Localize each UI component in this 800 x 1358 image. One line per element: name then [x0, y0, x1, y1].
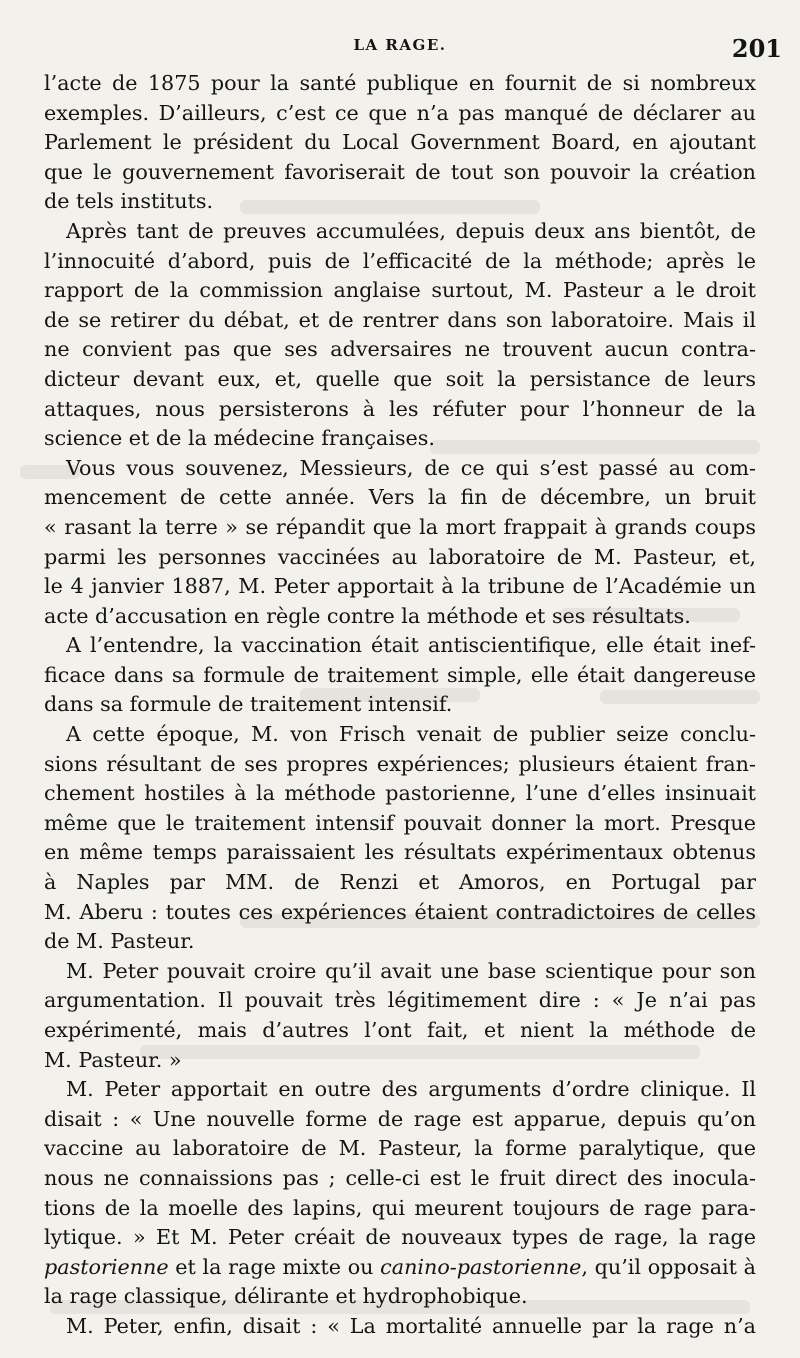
text-line: science et de la médecine françaises.	[44, 426, 435, 451]
text-line: M. Peter, enfin, disait : « La mortalité annuelle par la rage n’a	[66, 1313, 756, 1338]
text-run: , qu’il opposait à	[581, 1254, 756, 1279]
text-line: expérimenté, mais d’autres l’ont fait, et nient la méthode de	[44, 1018, 756, 1042]
body-text	[44, 69, 756, 1342]
text-line: nous ne connaissions pas ; celle-ci est le fruit direct des inocula-	[44, 1165, 756, 1190]
text-line: lytique. » Et M. Peter créait de nouveaux types de rage, la rage	[44, 1225, 756, 1250]
text-line: « rasant la terre » se répandit que la mort frappait à grands coups	[44, 514, 756, 539]
running-title: LA RAGE.	[353, 36, 447, 54]
text-line: M. Aberu : toutes ces expériences étaient contradictoires de celles	[44, 899, 756, 924]
text-line: disait : « Une nouvelle forme de rage est apparue, depuis qu’on	[44, 1106, 756, 1131]
text-line: M. Pasteur. »	[44, 1047, 182, 1072]
running-header	[0, 34, 800, 64]
text-line: même que le traitement intensif pouvait donner la mort. Presque	[44, 810, 756, 835]
text-line: la rage classique, délirante et hydrophobique.	[44, 1284, 528, 1309]
text-line: mencement de cette année. Vers la fin de décembre, un bruit	[44, 485, 756, 510]
text-line: l’acte de 1875 pour la santé publique en fournit de si nombreux	[44, 71, 756, 95]
text-line: parmi les personnes vaccinées au laboratoire de M. Pasteur, et,	[44, 544, 756, 569]
text-line: que le gouvernement favoriserait de tout son pouvoir la création	[44, 159, 756, 184]
text-line: acte d’accusation en règle contre la méthode et ses résultats.	[44, 603, 691, 628]
text-line	[44, 1253, 756, 1283]
text-line: M. Peter pouvait croire qu’il avait une base scientique pour son	[66, 958, 756, 983]
text-line: sions résultant de ses propres expériences; plusieurs étaient fran-	[44, 751, 756, 776]
text-line: l’innocuité d’abord, puis de l’efficacité de la méthode; après le	[44, 248, 756, 273]
text-line: ne convient pas que ses adversaires ne trouvent aucun contra-	[44, 337, 756, 362]
text-run: et la rage mixte ou	[168, 1254, 381, 1279]
text-line: exemples. D’ailleurs, c’est ce que n’a pas manqué de déclarer au	[44, 100, 756, 125]
text-line: de tels instituts.	[44, 189, 214, 214]
text-line: argumentation. Il pouvait très légitimement dire : « Je n’ai pas	[44, 988, 756, 1013]
text-line: attaques, nous persisterons à les réfuter pour l’honneur de la	[44, 396, 756, 421]
text-line: chement hostiles à la méthode pastorienne, l’une d’elles insinuait	[44, 781, 756, 806]
text-line: ficace dans sa formule de traitement simple, elle était dangereuse	[44, 662, 756, 687]
text-line: A l’entendre, la vaccination était antiscientifique, elle était inef-	[66, 633, 756, 658]
text-line: rapport de la commission anglaise surtout, M. Pasteur a le droit	[44, 278, 756, 303]
text-line: dicteur devant eux, et, quelle que soit la persistance de leurs	[44, 366, 756, 391]
page-number: 201	[731, 34, 782, 63]
text-line: à Naples par MM. de Renzi et Amoros, en Portugal par	[44, 870, 756, 895]
text-line: Après tant de preuves accumulées, depuis deux ans bientôt, de	[66, 218, 756, 243]
text-line: A cette époque, M. von Frisch venait de publier seize conclu-	[66, 722, 756, 747]
text-line: de se retirer du débat, et de rentrer dans son laboratoire. Mais il	[44, 307, 756, 332]
text-line: Vous vous souvenez, Messieurs, de ce qui s’est passé au com-	[66, 455, 756, 480]
text-line: dans sa formule de traitement intensif.	[44, 692, 453, 717]
text-line: vaccine au laboratoire de M. Pasteur, la forme paralytique, que	[44, 1136, 756, 1161]
text-line: le 4 janvier 1887, M. Peter apportait à la tribune de l’Académie un	[44, 574, 756, 599]
italic-text: pastorienne	[44, 1254, 169, 1279]
text-line: M. Peter apportait en outre des arguments d’ordre clinique. Il	[66, 1077, 756, 1102]
text-line: Parlement le président du Local Government Board, en ajoutant	[44, 130, 756, 155]
text-line: tions de la moelle des lapins, qui meurent toujours de rage para-	[44, 1195, 756, 1220]
text-line: en même temps paraissaient les résultats expérimentaux obtenus	[44, 840, 756, 865]
italic-text: canino-pastorienne	[380, 1254, 582, 1279]
text-line: de M. Pasteur.	[44, 929, 195, 954]
